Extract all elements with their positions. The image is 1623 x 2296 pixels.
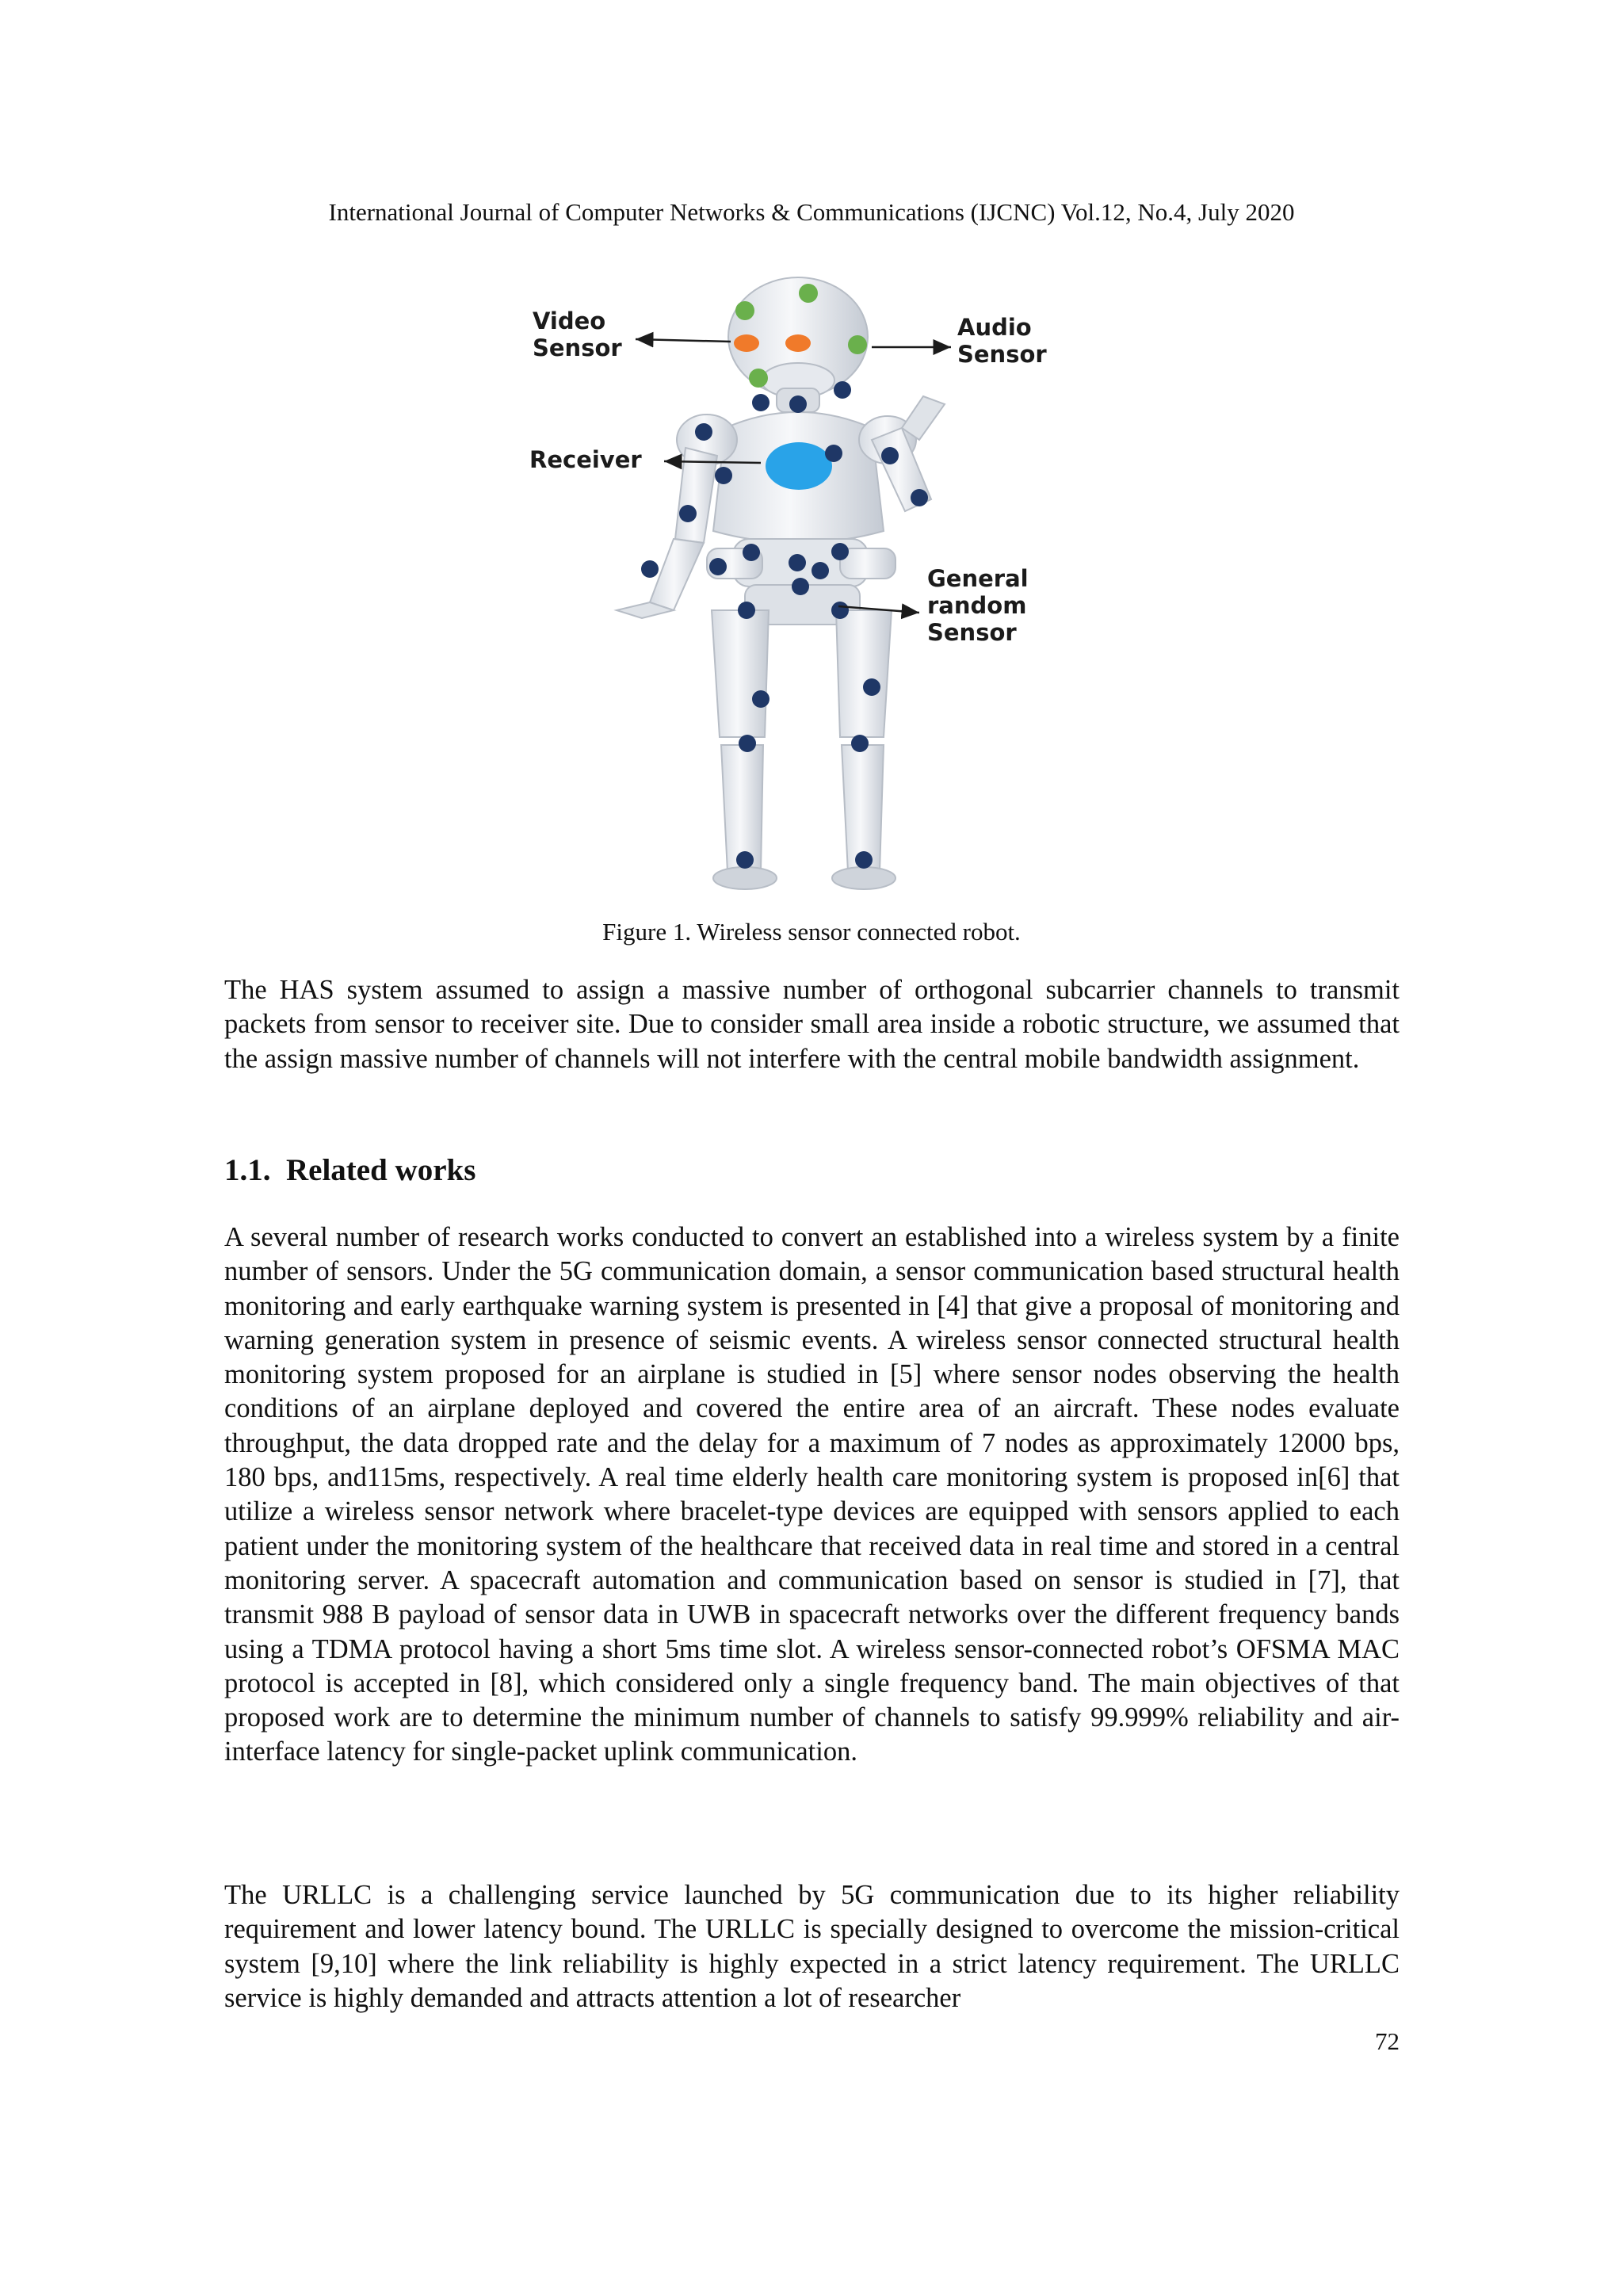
paragraph-has-system (224, 973, 1400, 1076)
figure-caption: Figure 1. Wireless sensor connected robot. (602, 918, 1021, 946)
paragraph-text: A several number of research works conducted to convert an established into a wireless system by a finite number of sensors. Under the 5G communication domain, a sensor communication based structural health monitoring and early earthquake warning system is presented in [4] that give a proposal of monitoring and warning generation system in presence of seismic events. A wireless sensor connected structural health monitoring system proposed for an airplane is studied in [5] where sensor nodes observing the health conditions of an airplane deployed and covered the entire area of an aircraft. These nodes evaluate throughput, the data dropped rate and the delay for a maximum of 7 nodes as approximately 12000 bps, 180 bps, and115ms, respectively. A real time elderly health care monitoring system is proposed in[6] that utilize a wireless sensor network where bracelet-type devices are equipped with sensors applied to each patient under the monitoring system of the healthcare that received data in real time and stored in a central monitoring server. A spacecraft automation and communication based on sensor is studied in [7], that transmit 988 B payload of sensor data in UWB in spacecraft networks over the different frequency bands using a TDMA protocol having a short 5ms time slot. A wireless sensor-connected robot’s OFSMA MAC protocol is accepted in [8], which considered only a single frequency band. The main objectives of that proposed work are to determine the minimum number of channels to satisfy 99.999% reliability and air-interface latency for single-packet uplink communication. (224, 1222, 1400, 1767)
general-sensor-marker (863, 678, 880, 696)
audio-sensor-marker (735, 301, 754, 320)
robot-left-leg (712, 610, 769, 737)
page-number: 72 (1375, 2027, 1400, 2055)
robot-diagram (523, 269, 1094, 896)
audio-sensor-marker (848, 335, 867, 354)
audio-sensor-label: Audio Sensor (957, 314, 1047, 368)
receiver-marker (766, 442, 832, 490)
general-sensor-marker (679, 505, 697, 522)
general-sensor-marker (695, 423, 712, 441)
general-sensor-marker (789, 554, 806, 571)
video-sensor-marker (785, 334, 811, 352)
general-sensor-marker (825, 445, 842, 462)
general-sensor-label: General random Sensor (927, 565, 1029, 646)
section-number: 1.1. (224, 1153, 271, 1187)
audio-sensor-marker (749, 369, 768, 388)
general-sensor-marker (738, 602, 755, 619)
section-title: Related works (286, 1153, 476, 1187)
general-sensor-marker (641, 560, 659, 578)
general-sensor-marker (812, 562, 829, 579)
figure-robot (523, 269, 1094, 896)
paragraph-related-works (224, 1221, 1400, 1770)
general-sensor-marker (715, 467, 732, 484)
general-sensor-marker (752, 690, 769, 708)
general-sensor-marker (834, 381, 851, 399)
video-sensor-label: Video Sensor (533, 308, 622, 361)
general-sensor-marker (739, 735, 756, 752)
receiver-node (766, 442, 832, 490)
general-sensor-marker (789, 395, 807, 413)
paragraph-text: The URLLC is a challenging service launched by 5G communication due to its higher reliability requirement and lower latency bound. The URLLC is specially designed to overcome the mission-critical system [9,10] where the link reliability is highly expected in a strict latency requirement. The URLLC service is highly demanded and attracts attention a lot of researcher (224, 1880, 1400, 2013)
receiver-label: Receiver (529, 446, 642, 473)
robot-illustration (617, 277, 945, 889)
general-sensor-marker (792, 578, 809, 595)
robot-right-leg (836, 610, 892, 737)
general-sensor-marker (855, 851, 873, 869)
paragraph-text: The HAS system assumed to assign a massive number of orthogonal subcarrier channels to transmit packets from sensor to receiver site. Due to consider small area inside a robotic structure, we assumed that the assign massive number of channels will not interfere with the central mobile bandwidth assignment. (224, 975, 1400, 1074)
section-heading (224, 1151, 475, 1190)
general-sensor-marker (743, 544, 760, 561)
video-sensor-marker (734, 334, 759, 352)
general-sensor-marker (831, 602, 849, 619)
general-sensor-marker (709, 558, 727, 575)
general-sensor-marker (752, 394, 769, 411)
general-sensor-marker (851, 735, 869, 752)
running-header: International Journal of Computer Networks & Communications (IJCNC) Vol.12, No.4, July 2020 (328, 198, 1295, 226)
general-sensor-marker (831, 543, 849, 560)
general-sensor-marker (881, 447, 899, 464)
paragraph-urllc (224, 1878, 1400, 2015)
general-sensor-marker (736, 851, 754, 869)
general-sensor-marker (911, 489, 928, 506)
audio-sensor-marker (799, 284, 818, 303)
video-arrow (636, 339, 731, 342)
